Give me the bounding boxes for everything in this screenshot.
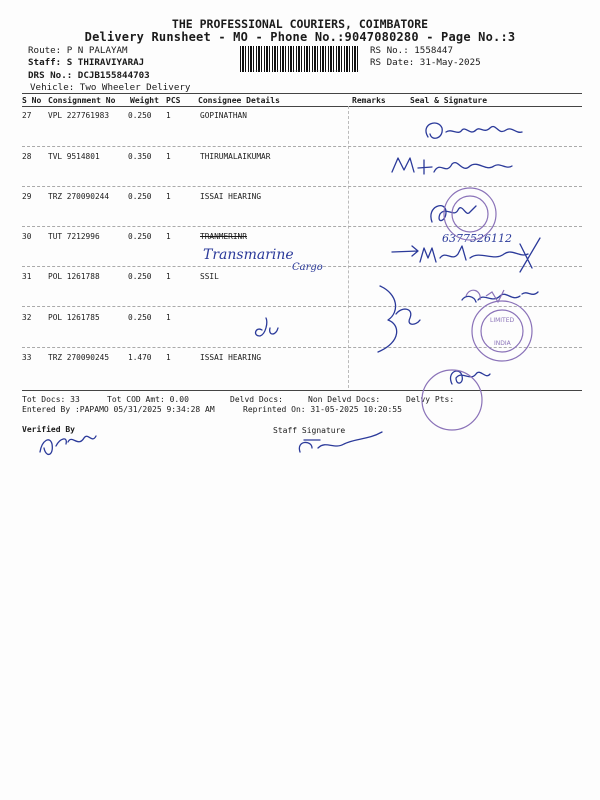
entered-by: Entered By :PAPAMO 05/31/2025 9:34:28 AM (22, 405, 215, 414)
row-33-consignee: ISSAI HEARING (200, 353, 262, 362)
row-31-consignment: POL 1261788 (48, 272, 100, 281)
company-title: THE PROFESSIONAL COURIERS, COIMBATORE (171, 17, 429, 31)
row-33-sno: 33 (22, 353, 32, 362)
row-29-weight: 0.250 (128, 192, 152, 201)
stamp-row-33-seal (422, 370, 482, 430)
row-27-weight: 0.250 (128, 111, 152, 120)
stamp-row-32-text: LIMITED (490, 317, 515, 324)
row-32-sno: 32 (22, 313, 32, 322)
signature-row-27 (426, 123, 522, 138)
staff-signature-label: Staff Signature (273, 426, 346, 435)
row-30-consignee: TRANMERINR (200, 232, 247, 241)
runsheet-title: Delivery Runsheet - MO - Phone No.:9047080280 - Page No.:3 (84, 30, 516, 44)
row-31-sno: 31 (22, 272, 32, 281)
staff-text: Staff: S THIRAVIYARAJ (28, 57, 145, 68)
row-30-consignment: TUT 7212996 (48, 232, 100, 241)
row-31-consignee: SSIL (200, 272, 219, 281)
row-30-sno: 30 (22, 232, 32, 241)
row-29-consignee: ISSAI HEARING (200, 192, 262, 201)
row-28-pcs: 1 (166, 152, 171, 161)
row-32-weight: 0.250 (128, 313, 152, 322)
row-27-sno: 27 (22, 111, 32, 120)
row-28-consignment: TVL 9514801 (48, 152, 100, 161)
row-32-consignment: POL 1261785 (48, 313, 100, 322)
row-27-consignee: GOPINATHAN (200, 111, 247, 120)
row-32-pcs: 1 (166, 313, 171, 322)
col-remarks: Remarks (352, 96, 386, 105)
rs-date: RS Date: 31-May-2025 (370, 57, 481, 68)
row-30-pcs: 1 (166, 232, 171, 241)
delivery-points: Delvy Pts: (406, 395, 455, 404)
drs-number: DRS No.: DCJB155844703 (28, 70, 150, 81)
signature-row-32-do (256, 318, 278, 336)
col-seal-signature: Seal & Signature (410, 96, 488, 105)
col-weight: Weight (130, 96, 159, 105)
row-27-consignment: VPL 227761983 (48, 111, 110, 120)
stamp-row-32-text2: INDIA (494, 340, 511, 347)
col-consignment: Consignment No (48, 96, 116, 105)
row-28-sno: 28 (22, 152, 32, 161)
row-33-consignment: TRZ 270090245 (48, 353, 110, 362)
row-33-pcs: 1 (166, 353, 171, 362)
row-28-weight: 0.350 (128, 152, 152, 161)
row-28-consignee: THIRUMALAIKUMAR (200, 152, 271, 161)
row-29-sno: 29 (22, 192, 32, 201)
vehicle-text: Vehicle: Two Wheeler Delivery (30, 82, 191, 93)
signature-row-28 (392, 158, 512, 174)
row-30-weight: 0.250 (128, 232, 152, 241)
verified-by-signature (40, 436, 96, 454)
signature-row-32 (378, 286, 420, 352)
remark-cargo: Cargo (292, 262, 323, 273)
staff-signature (299, 432, 382, 452)
row-29-pcs: 1 (166, 192, 171, 201)
col-consignee: Consignee Details (198, 96, 280, 105)
signature-row-33 (451, 371, 490, 384)
row30-phone: 6377526112 (442, 232, 512, 245)
row-27-pcs: 1 (166, 111, 171, 120)
route-text: Route: P N PALAYAM (28, 45, 128, 56)
delivered-docs: Delvd Docs: (230, 395, 283, 404)
stamp-row-31-scribble (466, 290, 504, 302)
verified-by-label: Verified By (22, 425, 75, 434)
row-33-weight: 1.470 (128, 353, 152, 362)
non-delivered-docs: Non Delvd Docs: (308, 395, 381, 404)
rs-number: RS No.: 1558447 (370, 45, 453, 56)
row-29-consignment: TRZ 270090244 (48, 192, 110, 201)
col-pcs: PCS (166, 96, 181, 105)
total-cod-amount: Tot COD Amt: 0.00 (107, 395, 189, 404)
reprinted-on: Reprinted On: 31-05-2025 10:20:55 (243, 405, 402, 414)
remark-transmarine: Transmarine (203, 247, 294, 263)
row-31-pcs: 1 (166, 272, 171, 281)
total-docs: Tot Docs: 33 (22, 395, 80, 404)
col-sno: S No (22, 96, 42, 105)
stamp-row-29-seal-inner (452, 196, 488, 232)
row-31-weight: 0.250 (128, 272, 152, 281)
